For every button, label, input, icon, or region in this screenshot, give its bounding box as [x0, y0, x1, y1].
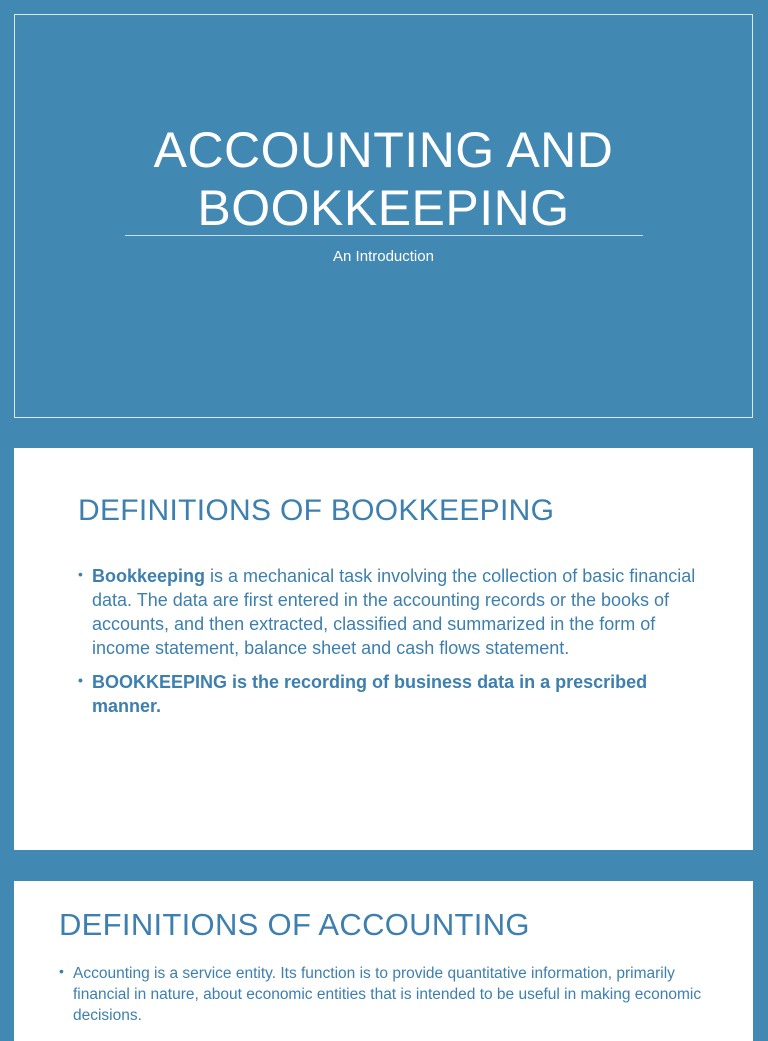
- bookkeeping-slide: [14, 448, 753, 850]
- bullet-list: [78, 564, 698, 728]
- bullet-marker: •: [59, 963, 64, 979]
- title-divider: [125, 235, 643, 236]
- bullet-list: [59, 963, 719, 1036]
- accounting-slide: [14, 881, 753, 1041]
- bullet-lead-term: Bookkeeping: [92, 566, 206, 586]
- bullet-item: [59, 963, 719, 1026]
- presentation-subtitle: An Introduction: [333, 248, 434, 265]
- bullet-text: BOOKKEEPING is the recording of business data in a prescribed manner.: [92, 672, 648, 716]
- bullet-text: is a mechanical task involving the collection of basic financial data. The data are first entered in the accounting records or the books of accounts, and then extracted, classified and summarized in the form of income statement, balance sheet and cash flows statement.: [92, 566, 696, 658]
- bullet-text: Accounting is a service entity. Its function is to provide quantitative information, primarily financial in nature, about economic entities that is intended to be useful in making economic decisions.: [73, 965, 702, 1024]
- bullet-item: [78, 670, 698, 718]
- slide-heading: DEFINITIONS OF ACCOUNTING: [59, 907, 530, 942]
- title-slide: [14, 14, 753, 418]
- presentation-title: [15, 121, 752, 237]
- title-line-1: ACCOUNTING AND: [153, 122, 614, 178]
- bullet-marker: •: [78, 566, 83, 582]
- bullet-marker: •: [78, 672, 83, 688]
- title-line-2: BOOKKEEPING: [197, 180, 570, 236]
- bullet-item: [78, 564, 698, 660]
- slide-heading: DEFINITIONS OF BOOKKEEPING: [78, 494, 555, 527]
